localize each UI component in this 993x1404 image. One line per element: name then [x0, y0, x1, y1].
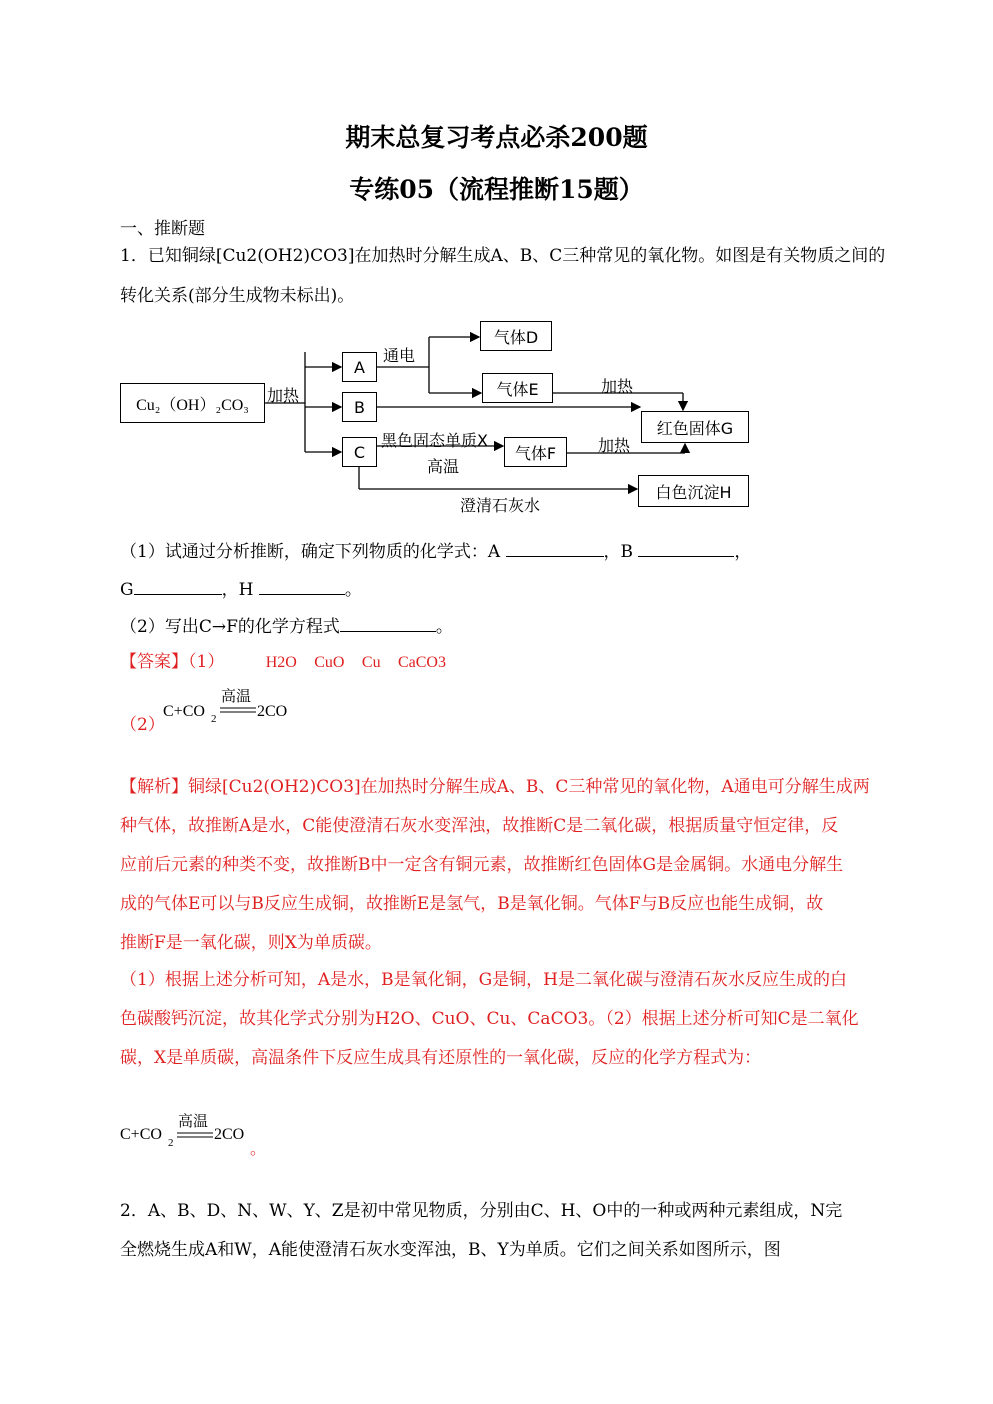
analysis-line7: 色碳酸钙沉淀，故其化学式分别为H2O、CuO、Cu、CaCO3。（2）根据上述分析可知C是二氧化: [120, 1009, 859, 1029]
flow-diagram: [115, 315, 765, 520]
analysis-text-1: 铜绿[Cu2(OH2)CO3]在加热时分解生成A、B、C三种常见的氧化物，A通电可分解生成两: [188, 777, 870, 797]
answer-cuo: CuO: [314, 654, 345, 671]
eq1-condition: 高温: [221, 687, 252, 705]
q1-sub1-text-b: ，B: [603, 542, 639, 562]
analysis-line4: 成的气体E可以与B反应生成铜，故推断E是氢气，B是氧化铜。气体F与B反应也能生成铜，故: [120, 894, 824, 914]
eq1-sub: 2: [211, 713, 217, 725]
eq2-end: 。: [250, 1141, 267, 1158]
answer-part1: （1）: [188, 652, 225, 672]
reactant-box: Cu₂（OH）₂CO₃: [120, 383, 265, 423]
answer-caco3: CaCO3: [397, 654, 446, 671]
electrolysis-label: 通电: [383, 346, 416, 365]
answer-label: 【答案】: [120, 652, 188, 672]
analysis-line8: 碳，X是单质碳，高温条件下反应生成具有还原性的一氧化碳，反应的化学方程式为：: [120, 1048, 762, 1068]
limewater-label: 澄清石灰水: [460, 496, 541, 515]
q1-sub1-line2: [120, 578, 362, 600]
red-solid-g-box: 红色固体G: [641, 411, 749, 443]
analysis-line3: 应前后元素的种类不变，故推断B中一定含有铜元素，故推断红色固体G是金属铜。水通电分解生: [120, 855, 844, 875]
q1-line1: 1．已知铜绿[Cu2(OH2)CO3]在加热时分解生成A、B、C三种常见的氧化物。如图是有关物质之间的: [120, 246, 886, 266]
analysis-line2: 种气体，故推断A是水，C能使澄清石灰水变浑浊，故推断C是二氧化碳，根据质量守恒定律，反: [120, 816, 839, 836]
answer-cu: Cu: [361, 654, 381, 671]
q1-sub1-text-h: ，H: [221, 580, 259, 600]
eq1-left: C+CO: [163, 703, 205, 720]
gas-e-box: 气体E: [482, 373, 553, 403]
analysis-label: 【解析】: [120, 777, 188, 797]
high-temp-label: 高温: [427, 457, 460, 476]
q1-line2: 转化关系(部分生成物未标出)。: [120, 286, 355, 306]
node-a: A: [342, 352, 377, 382]
q1-sub1-text-end: 。: [344, 580, 362, 600]
eq2-equal-sign: [177, 1131, 213, 1139]
heat-label-2: 加热: [601, 377, 634, 396]
eq1-equal-sign: [220, 706, 256, 714]
eq2-left: C+CO: [120, 1126, 162, 1143]
node-c: C: [342, 437, 377, 467]
section-heading: 一、推断题: [120, 219, 205, 239]
q1-sub2: [120, 615, 453, 637]
analysis-line5: 推断F是一氧化碳，则X为单质碳。: [120, 933, 382, 953]
heat-label-1: 加热: [267, 386, 300, 405]
analysis-line1: [120, 777, 870, 797]
gas-d-box: 气体D: [480, 321, 552, 351]
analysis-equation: [120, 1110, 280, 1158]
eq1-right: 2CO: [257, 703, 288, 720]
q1-sub1-line1: [120, 540, 751, 562]
answer-h2o: H2O: [265, 654, 297, 671]
analysis-line6: （1）根据上述分析可知，A是水，B是氧化铜，G是铜，H是二氧化碳与澄清石灰水反应生成的白: [120, 970, 847, 990]
q1-sub1-text-g: G: [120, 580, 134, 600]
blank-g[interactable]: [134, 578, 222, 595]
eq2-right: 2CO: [214, 1126, 245, 1143]
page-subtitle: 专练05（流程推断15题）: [349, 175, 644, 204]
q1-sub1-text-c: ，: [734, 542, 752, 562]
node-b: B: [342, 392, 377, 422]
q1-sub1-text-a: （1）试通过分析推断，确定下列物质的化学式：A: [120, 542, 506, 562]
page-title: 期末总复习考点必杀200题: [345, 123, 648, 152]
blank-a[interactable]: [506, 540, 604, 557]
black-x-label: 黑色固态单质X: [381, 431, 488, 450]
blank-eq[interactable]: [340, 615, 436, 632]
q2-line1: 2．A、B、D、N、W、Y、Z是初中常见物质，分别由C、H、O中的一种或两种元素组成，N完: [120, 1201, 843, 1221]
heat-label-3: 加热: [598, 436, 631, 455]
gas-f-box: 气体F: [504, 437, 567, 467]
white-precipitate-h-box: 白色沉淀H: [638, 475, 749, 507]
q1-sub2-text: （2）写出C→F的化学方程式: [120, 617, 340, 637]
eq2-condition: 高温: [178, 1112, 209, 1130]
q1-sub2-end: 。: [435, 617, 453, 637]
answer-equation: [163, 685, 303, 730]
blank-h[interactable]: [259, 578, 345, 595]
answer-line: [120, 652, 446, 673]
answer-part2-label: （2）: [120, 715, 165, 735]
blank-b[interactable]: [638, 540, 734, 557]
eq2-sub: 2: [168, 1137, 174, 1149]
q2-line2: 全燃烧生成A和W，A能使澄清石灰水变浑浊，B、Y为单质。它们之间关系如图所示，图: [120, 1240, 781, 1260]
